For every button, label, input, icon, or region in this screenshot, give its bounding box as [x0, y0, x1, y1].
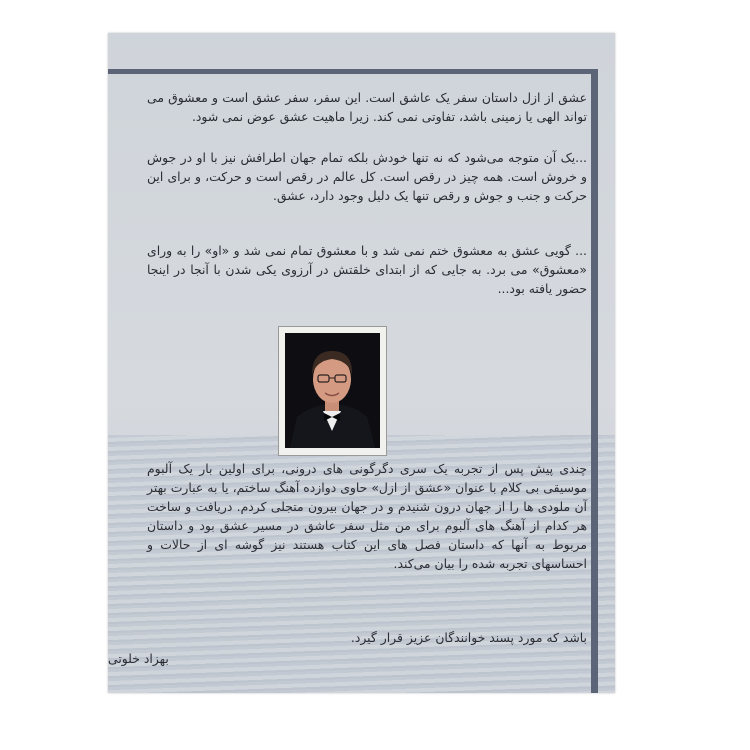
- paragraph-2: ...یک آن متوجه می‌شود که نه تنها خودش بلکه تمام جهان اطرافش نیز با او در جوش و خروش است. همه چیز در رقص است. کل عالم در رقص است و حرکت، و برای این حرکت و جنب و جوش و رقص تنها یک دلیل وجود دارد، عشق.: [147, 150, 587, 203]
- book-back-cover: [108, 33, 615, 693]
- paragraph-1: عشق از ازل داستان سفر یک عاشق است. این سفر، سفر عشق است و معشوق می تواند الهی یا زمینی باشد، تفاوتی نمی کند. زیرا ماهیت عشق عوض نمی شود.: [147, 90, 587, 124]
- paragraph-3: ... گویی عشق به معشوق ختم نمی شد و با معشوق تمام نمی شد و «او» را به ورای «معشوق» می برد. به جایی که از ابتدای خلقتش در آرزوی یکی شدن با آنجا در اینجا حضور یافته بود...: [147, 243, 587, 296]
- portrait-illustration: [285, 333, 380, 448]
- author-signature: بهزاد خلوتی: [108, 651, 169, 666]
- frame-right-border: [591, 69, 598, 693]
- paragraph-5: باشد که مورد پسند خوانندگان عزیز قرار گیرد.: [350, 630, 587, 645]
- paragraph-4: چندی پیش پس از تجربه یک سری دگرگونی های درونی، برای اولین بار یک آلبوم موسیقی بی کلام با عنوان «عشق از ازل» حاوی دوازده آهنگ ساختم، یا به عبارت بهتر آن ملودی ها را از جهان درون شنیدم و در جهان بیرون متجلی کردم. دریافت و ساخت هر کدام از آهنگ های آلبوم برای من مثل سفر عاشق در مسیر عشق بود و داستان مربوط به آنها که داستان فصل های این کتاب هستند نیز گوشه ای از حالات و احساسهای تجربه شده را بیان می‌کند.: [147, 461, 587, 571]
- author-photo: [278, 326, 387, 456]
- author-portrait: [285, 333, 380, 448]
- frame-top-border: [108, 69, 595, 74]
